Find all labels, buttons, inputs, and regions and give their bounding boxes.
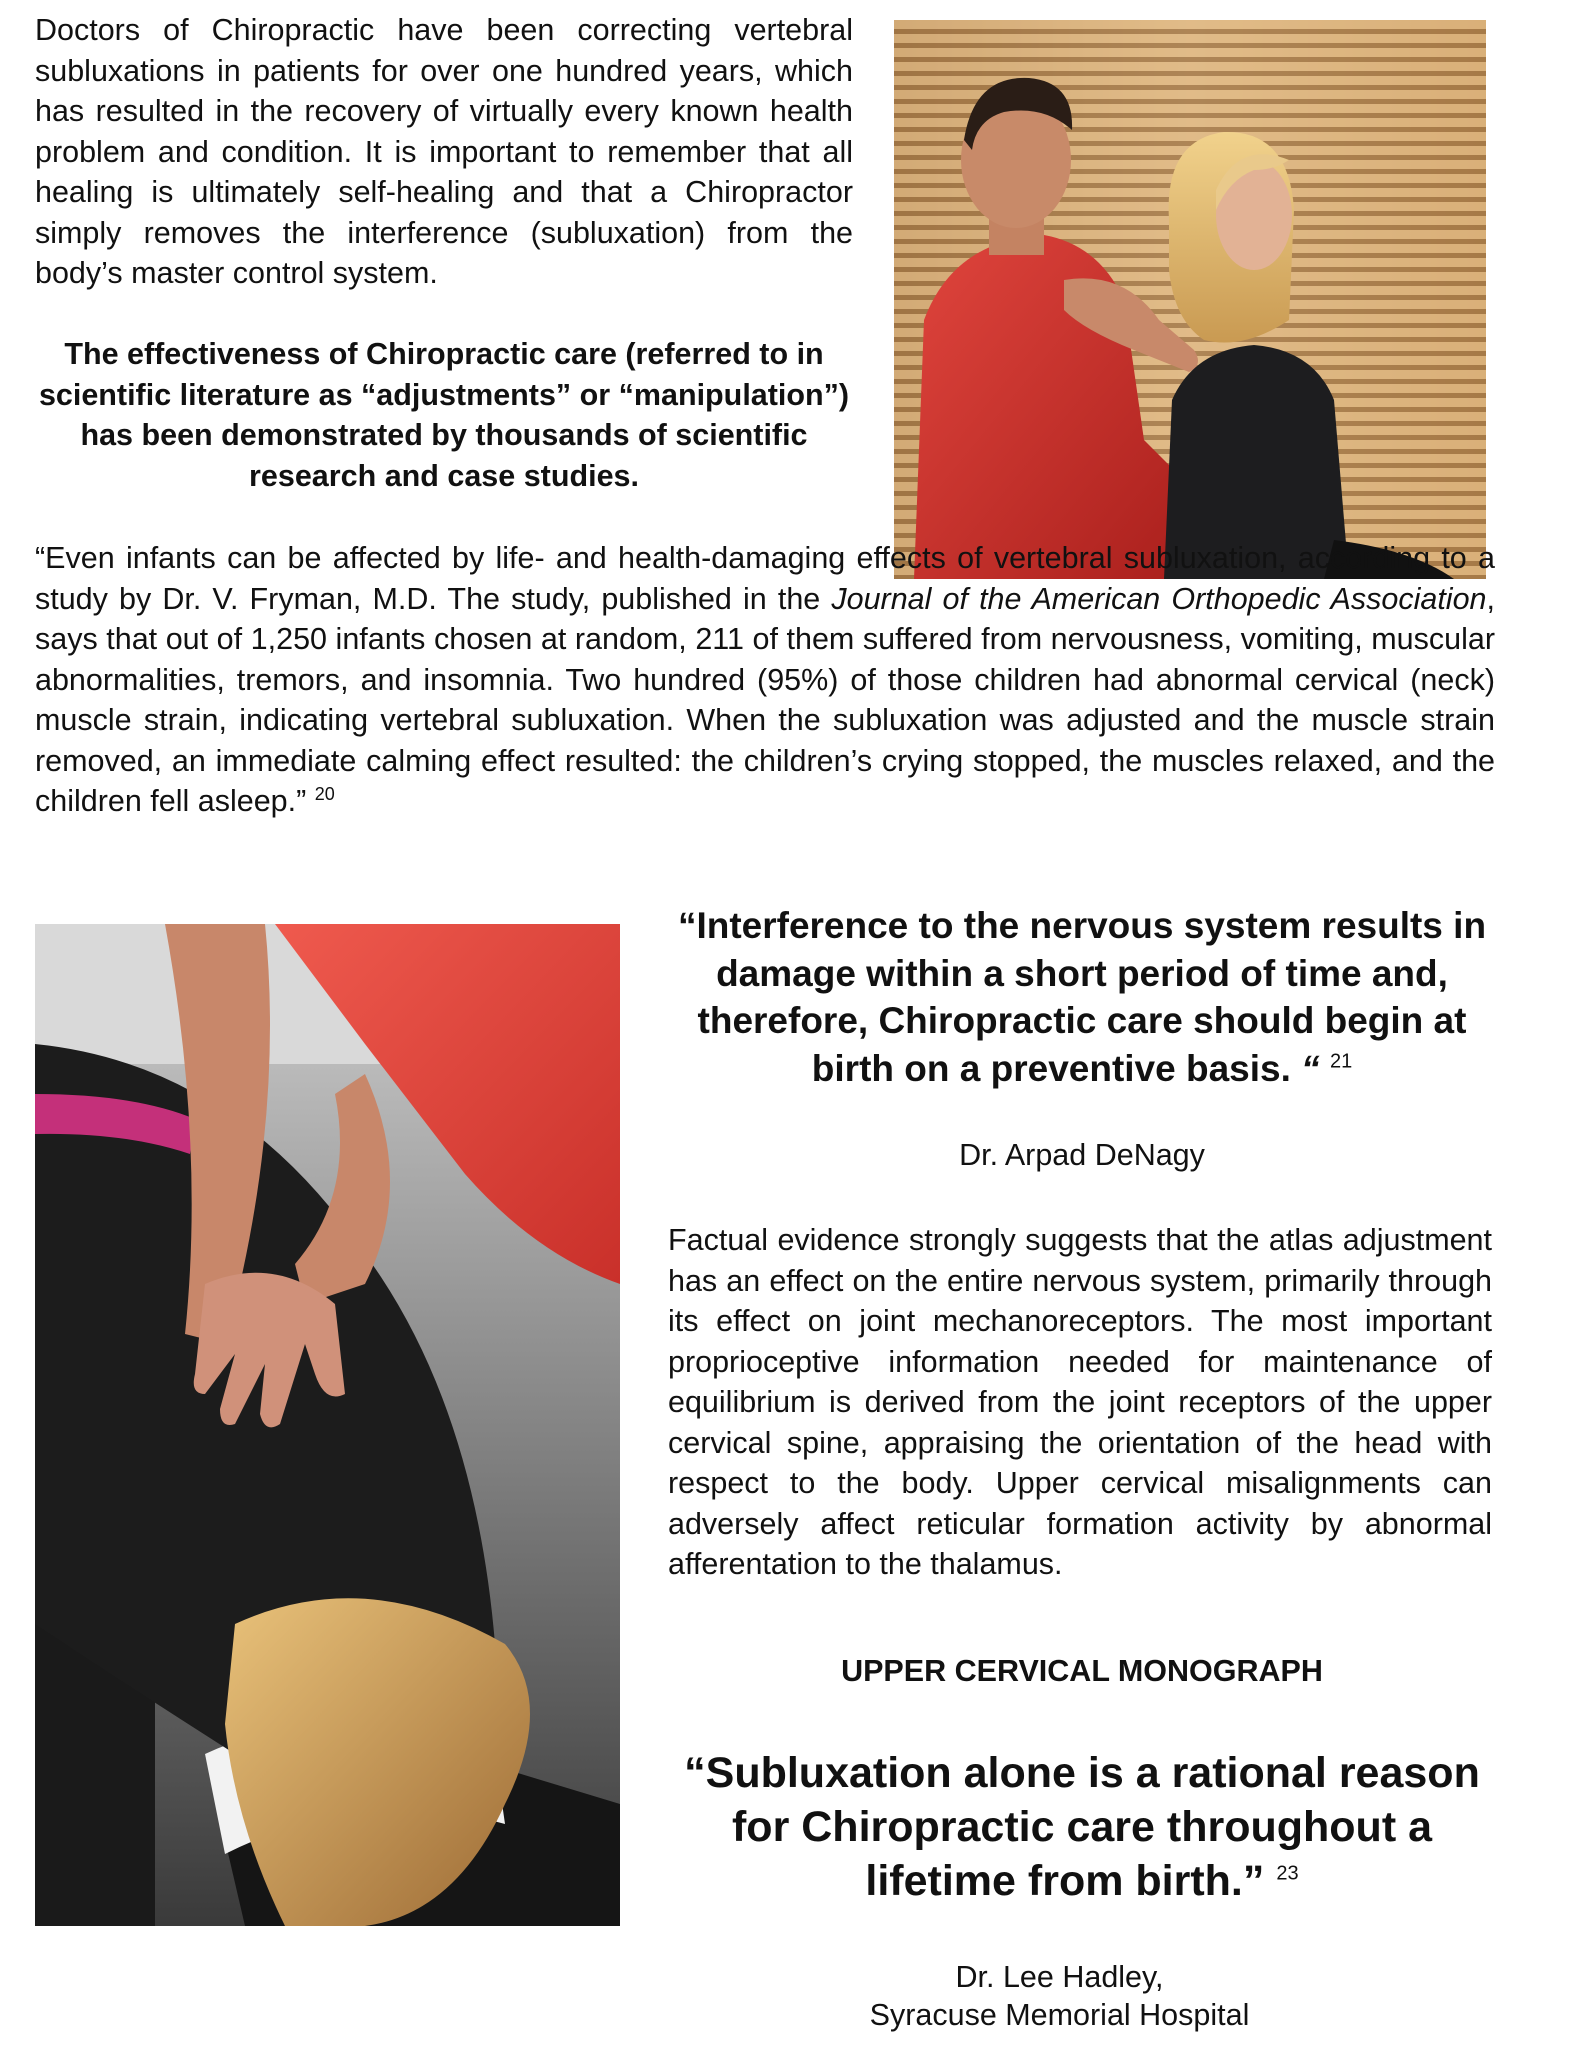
hadley-author <box>652 1958 1467 2034</box>
hadley-quote <box>652 1746 1512 1908</box>
reference-23: 23 <box>1276 1862 1299 1885</box>
spinal-adjustment-photo <box>35 924 620 1926</box>
denagy-quote-text: “Interference to the nervous system results in damage within a short period of time and, therefore, Chiropractic care should begin at birth on a preventive basis. <box>677 905 1487 1089</box>
hadley-name: Dr. Lee Hadley, <box>955 1960 1164 1994</box>
study-text-end: , says that out of 1,250 infants chosen at random, 211 of them suffered from nervousness, vomiting, muscular abnormalities, tremors, and insomnia. Two hundred (95%) of those children had abnormal cervical (neck) muscle strain, indicating vertebral subluxation. When the subluxation was adjusted and the muscle strain removed, an immediate calming effect resulted: the children’s crying stopped, the muscles relaxed, and the children fell asleep.” <box>35 581 1495 818</box>
monograph-source: UPPER CERVICAL MONOGRAPH <box>841 1654 1323 1688</box>
chiropractor-exam-photo <box>894 20 1486 579</box>
reference-20: 20 <box>314 783 335 804</box>
journal-title: Journal of the American Orthopedic Association <box>831 581 1487 616</box>
denagy-author: Dr. Arpad DeNagy <box>959 1138 1205 1172</box>
reference-21: 21 <box>1329 1050 1353 1073</box>
study-text-start: “Even infants can be affected by life- and health-damaging effects of vertebral subluxation, according to a study by Dr. V. Fryman, M.D. The study, published in the <box>35 541 1495 616</box>
intro-paragraph: Doctors of Chiropractic have been correcting vertebral subluxations in patients for over one hundred years, which has resulted in the recovery of virtually every known health problem and condition. It is important to remember that all healing is ultimately self-healing and that a Chiropractor simply removes the interference (subluxation) from the body’s master control system. <box>35 13 853 290</box>
denagy-quote <box>652 902 1512 1092</box>
effectiveness-statement: The effectiveness of Chiropractic care (referred to in scientific literature as “adjustments” or “manipulation”) has been demonstrated by thousands of scientific research and case studies. <box>38 337 850 493</box>
hadley-affiliation: Syracuse Memorial Hospital <box>869 1998 1250 2032</box>
denagy-quote-closing-mark: “ <box>1301 1047 1320 1089</box>
hadley-quote-text: “Subluxation alone is a rational reason for Chiropractic care throughout a lifetime from birth.” <box>684 1749 1480 1905</box>
factual-evidence-paragraph: Factual evidence strongly suggests that the atlas adjustment has an effect on the entire nervous system, primarily through its effect on joint mechanoreceptors. The most important proprioceptive information needed for maintenance of equilibrium is derived from the joint receptors of the upper cervical spine, appraising the orientation of the head with respect to the body. Upper cervical misalignments can adversely affect reticular formation activity by abnormal afferentation to the thalamus. <box>668 1223 1492 1581</box>
infant-study-paragraph <box>35 538 1495 822</box>
